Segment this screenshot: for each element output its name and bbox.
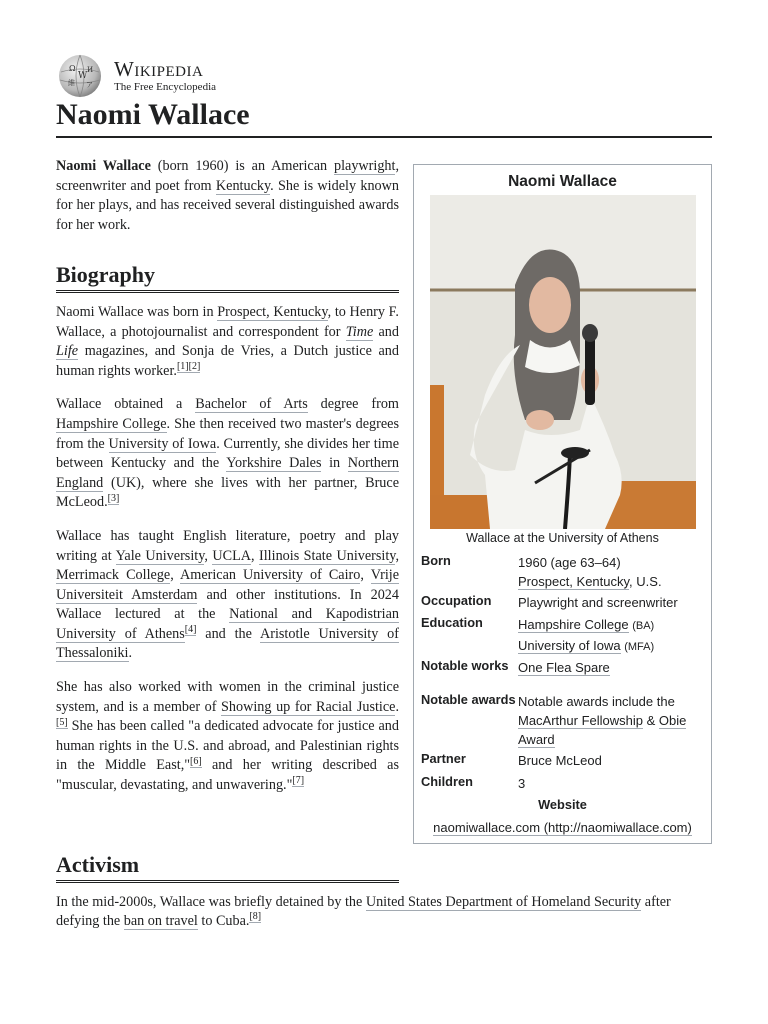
link-macarthur-fellowship[interactable]: MacArthur Fellowship — [518, 713, 643, 728]
link-born-place[interactable]: Prospect, Kentucky — [518, 574, 630, 589]
link-bachelor-of-arts[interactable]: Bachelor of Arts — [195, 396, 308, 413]
heading-activism: Activism — [56, 855, 399, 883]
infobox-row-partner: Partner Bruce McLeod — [421, 751, 602, 768]
ref-3[interactable]: [3] — [107, 492, 120, 504]
ref-6[interactable]: [6] — [190, 755, 202, 767]
link-playwright[interactable]: playwright — [333, 158, 396, 174]
infobox-row-notable-awards: Notable awards Notable awards include the MacArthur Fellowship & Obie Award — [421, 692, 687, 747]
ref-5[interactable]: [5] — [56, 716, 68, 728]
subject-name: Naomi Wallace — [56, 158, 151, 174]
biography-paragraph-4: She has also worked with women in the criminal justice system, and is a member of Showing up for Racial Justice.[5] She has been called "a dedicated advocate for justice and human rights in the U.S. and abroad, and Palestinian rights in the Middle East,"[6] and her writing described as "muscular, devastating, and unwavering."[7] — [56, 679, 399, 794]
biography-paragraph-1: Naomi Wallace was born in Prospect, Kentucky, to Henry F. Wallace, a photojournalist and correspondent for Time and Life magazines, and Sonja de Vries, a Dutch justice and human rights worker.[1][2] — [56, 303, 399, 379]
infobox-row-education: Education Hampshire College (BA) University of Iowa (MFA) — [421, 615, 655, 653]
link-hampshire-college[interactable]: Hampshire College — [56, 415, 167, 432]
link-website[interactable]: naomiwallace.com (http://naomiwallace.com) — [433, 820, 692, 835]
intro-paragraph: Naomi Wallace (born 1960) is an American playwright, screenwriter and poet from Kentucky. She is widely known for her plays, and has received several distinguished awards for her work. — [56, 158, 399, 233]
article-body — [56, 157, 399, 810]
infobox-website — [414, 820, 711, 835]
link-ban-on-travel[interactable]: ban on travel — [123, 913, 198, 930]
link-edu-hampshire[interactable]: Hampshire College — [518, 617, 629, 632]
infobox-title: Naomi Wallace — [508, 173, 617, 190]
link-yorkshire-dales[interactable]: Yorkshire Dales — [226, 455, 322, 472]
link-life[interactable]: Life — [56, 343, 79, 360]
ref-7[interactable]: [7] — [292, 775, 305, 787]
biography-paragraph-3: Wallace has taught English literature, poetry and play writing at Yale University, UCLA, Illinois State University, Merrimack College, American University of Cairo, Vrije Universiteit Amsterdam and other institutions. In 2024 Wallace lectured at the National and Kapodistrian University of Athens[4] and the Aristotle University of Thessaloniki. — [56, 527, 400, 662]
link-one-flea-spare[interactable]: One Flea Spare — [518, 660, 610, 675]
infobox-row-notable-works: Notable works One Flea Spare — [421, 658, 610, 675]
wordmark-text: Wikipedia — [114, 57, 204, 81]
infobox-row-born: Born 1960 (age 63–64) Prospect, Kentucky, U.S. — [421, 553, 662, 589]
link-american-university-of-cairo[interactable]: American University of Cairo — [180, 567, 361, 584]
ref-8[interactable]: [8] — [249, 911, 262, 923]
heading-biography: Biography — [56, 265, 399, 293]
biography-paragraph-2: Wallace obtained a Bachelor of Arts degree from Hampshire College. She then received two master's degrees from the University of Iowa. Currently, she divides her time between Kentucky and the Yorkshire Dales in Northern England (UK), where she lives with her partner, Bruce McLeod.[3] — [56, 396, 399, 511]
photo-caption: Wallace at the University of Athens — [466, 531, 659, 545]
svg-text:Ω: Ω — [69, 64, 76, 73]
svg-text:維: 維 — [68, 79, 75, 87]
link-northern-england[interactable]: Northern England — [56, 455, 399, 491]
link-yale-university[interactable]: Yale University — [115, 547, 205, 564]
tagline: The Free Encyclopedia — [114, 81, 217, 93]
infobox — [413, 164, 712, 844]
activism-paragraph: In the mid-2000s, Wallace was briefly detained by the United States Department of Homeland Security after defying the ban on travel to Cuba.[8] — [56, 893, 671, 930]
link-showing-up-for-racial-justice[interactable]: Showing up for Racial Justice — [221, 698, 396, 715]
portrait-photo[interactable] — [430, 195, 696, 529]
infobox-row-children: Children 3 — [421, 774, 526, 791]
ref-4[interactable]: [4] — [184, 624, 197, 636]
link-vrije-universiteit-amsterdam[interactable]: Vrije Universiteit Amsterdam — [56, 567, 400, 603]
svg-text:И: И — [87, 66, 94, 74]
page-title: Naomi Wallace — [56, 98, 712, 138]
link-aristotle-university[interactable]: Aristotle University of Thessaloniki — [56, 625, 399, 662]
link-university-of-iowa[interactable]: University of Iowa — [108, 435, 217, 452]
activism-section — [56, 852, 712, 932]
link-obie-award[interactable]: Obie Award — [518, 713, 687, 747]
wikipedia-globe-logo[interactable] — [56, 54, 104, 98]
link-homeland-security[interactable]: United States Department of Homeland Security — [365, 893, 642, 910]
link-university-of-athens[interactable]: National and Kapodistrian University of Athens — [56, 606, 399, 642]
infobox-row-occupation: Occupation Playwright and screenwriter — [421, 593, 678, 610]
site-header — [56, 54, 216, 98]
ref-1[interactable]: [1] — [176, 361, 189, 373]
link-edu-iowa[interactable]: University of Iowa — [518, 638, 621, 653]
link-kentucky[interactable]: Kentucky — [215, 177, 271, 194]
svg-text:ア: ア — [86, 81, 93, 89]
link-time[interactable]: Time — [345, 323, 374, 340]
ref-2[interactable]: [2] — [188, 361, 201, 373]
link-ucla[interactable]: UCLA — [212, 547, 252, 564]
svg-text:W: W — [78, 71, 88, 81]
infobox-website-label: Website — [538, 797, 587, 812]
wikipedia-wordmark[interactable] — [114, 59, 216, 93]
link-merrimack-college[interactable]: Merrimack College — [56, 567, 171, 584]
link-illinois-state-university[interactable]: Illinois State University — [259, 547, 396, 564]
link-prospect-kentucky[interactable]: Prospect, Kentucky — [217, 303, 328, 320]
